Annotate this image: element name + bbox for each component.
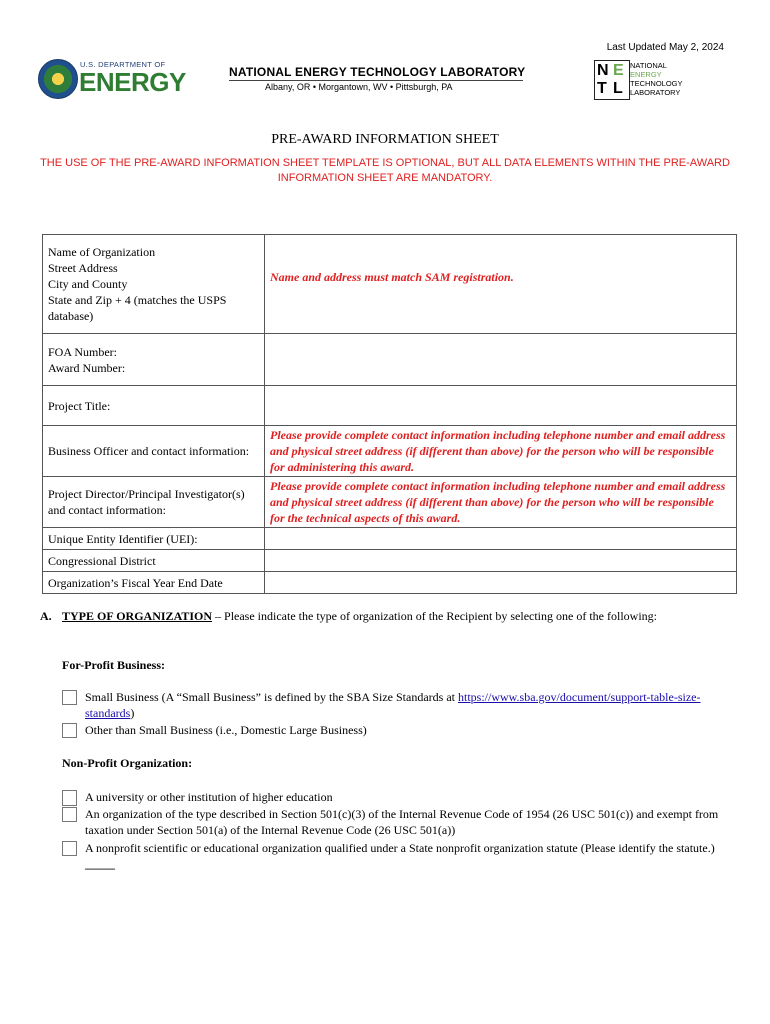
- page-title: PRE-AWARD INFORMATION SHEET: [271, 132, 499, 147]
- netl-word-laboratory: LABORATORY: [630, 88, 681, 97]
- congressional-district-value-field[interactable]: [265, 550, 737, 572]
- small-business-close: ): [130, 706, 135, 720]
- table-row: [43, 477, 737, 528]
- netl-logo: [594, 60, 704, 100]
- label-line: City and County: [48, 277, 128, 291]
- org-501c3-checkbox[interactable]: [62, 807, 77, 822]
- foa-award-label: [43, 334, 265, 386]
- project-title-label: Project Title:: [43, 386, 265, 426]
- sba-size-standards-link[interactable]: https://www.sba.gov/document/support-table-size-standards: [85, 690, 701, 720]
- state-nonprofit-text: A nonprofit scientific or educational organization qualified under a State nonprofit organization statute (Please identify the statute.): [85, 841, 715, 855]
- university-label: A university or other institution of higher education: [85, 790, 333, 804]
- doe-seal-icon: [38, 59, 78, 99]
- netl-word-technology: TECHNOLOGY: [630, 79, 683, 88]
- table-row: [43, 572, 737, 594]
- table-row: [43, 550, 737, 572]
- table-row: [43, 334, 737, 386]
- statute-blank[interactable]: _____: [85, 857, 115, 871]
- project-director-label: Project Director/Principal Investigator(s) and contact information:: [43, 477, 265, 528]
- fiscal-year-end-value-field[interactable]: [265, 572, 737, 594]
- non-profit-heading: Non-Profit Organization:: [62, 756, 193, 770]
- last-updated-date: Last Updated May 2, 2024: [606, 42, 724, 53]
- mandatory-notice: THE USE OF THE PRE-AWARD INFORMATION SHEET TEMPLATE IS OPTIONAL, BUT ALL DATA ELEMENTS WITHIN THE PRE-AWARD INFORMATION SHEET ARE MANDATORY.: [40, 157, 730, 184]
- label-line: Name of Organization: [48, 245, 156, 259]
- label-line: Street Address: [48, 261, 118, 275]
- for-profit-heading: For-Profit Business:: [62, 658, 165, 672]
- business-officer-label: Business Officer and contact information:: [43, 426, 265, 477]
- congressional-district-label: Congressional District: [43, 550, 265, 572]
- org-501c3-label: An organization of the type described in Section 501(c)(3) of the Internal Revenue Code of 1954 (26 USC 501(c)) and exempt from taxation under Section 501(a) of the Internal Revenue Code (26 USC 501(a)): [85, 807, 719, 837]
- netl-word-national: NATIONAL: [630, 61, 667, 70]
- small-business-text: Small Business (A “Small Business” is defined by the SBA Size Standards at: [85, 690, 458, 704]
- uei-value-field[interactable]: [265, 528, 737, 550]
- doe-logo-line1: U.S. DEPARTMENT OF: [80, 60, 166, 69]
- netl-logo-box: [594, 60, 630, 100]
- other-than-small-label: Other than Small Business (i.e., Domestic Large Business): [85, 723, 367, 737]
- project-director-value-field[interactable]: Please provide complete contact information including telephone number and email address and physical street address (if different than above) for the person who will be responsible for the technical aspects of this award.: [265, 477, 737, 528]
- organization-value-field[interactable]: Name and address must match SAM registration.: [265, 235, 737, 334]
- table-row: [43, 386, 737, 426]
- table-row: [43, 426, 737, 477]
- table-row: [43, 235, 737, 334]
- organization-label: [43, 235, 265, 334]
- label-line: Award Number:: [48, 360, 126, 375]
- doe-logo: [38, 58, 198, 102]
- business-officer-value-field[interactable]: Please provide complete contact information including telephone number and email address and physical street address (if different than above) for the person who will be responsible for administering this award.: [265, 426, 737, 477]
- netl-letter-t: T: [597, 80, 607, 97]
- section-a-intro: [62, 608, 732, 624]
- foa-award-value-field[interactable]: [265, 334, 737, 386]
- netl-locations: Albany, OR • Morgantown, WV • Pittsburgh, PA: [265, 82, 453, 92]
- other-than-small-checkbox[interactable]: [62, 723, 77, 738]
- label-line: State and Zip + 4 (matches the USPS database): [48, 293, 227, 323]
- small-business-label: [85, 689, 735, 721]
- section-a-intro-text: – Please indicate the type of organization of the Recipient by selecting one of the following:: [212, 609, 657, 623]
- section-letter: A.: [40, 609, 52, 623]
- state-nonprofit-label: [85, 840, 735, 872]
- netl-letter-e: E: [613, 62, 624, 79]
- university-checkbox[interactable]: [62, 790, 77, 806]
- netl-word-energy: ENERGY: [630, 70, 662, 79]
- table-row: [43, 528, 737, 550]
- label-line: FOA Number:: [48, 344, 117, 359]
- netl-divider: [229, 80, 523, 81]
- small-business-checkbox[interactable]: [62, 690, 77, 705]
- netl-logo-words: [630, 61, 683, 97]
- project-title-value-field[interactable]: [265, 386, 737, 426]
- uei-label: Unique Entity Identifier (UEI):: [43, 528, 265, 550]
- section-a-heading: TYPE OF ORGANIZATION: [62, 609, 213, 623]
- netl-letter-n: N: [597, 62, 609, 79]
- pre-award-info-table: [42, 234, 737, 594]
- state-nonprofit-checkbox[interactable]: [62, 841, 77, 856]
- fiscal-year-end-label: Organization’s Fiscal Year End Date: [43, 572, 265, 594]
- netl-title: NATIONAL ENERGY TECHNOLOGY LABORATORY: [229, 65, 526, 79]
- doe-logo-line2: ENERGY: [79, 67, 186, 97]
- netl-letter-l: L: [613, 80, 623, 97]
